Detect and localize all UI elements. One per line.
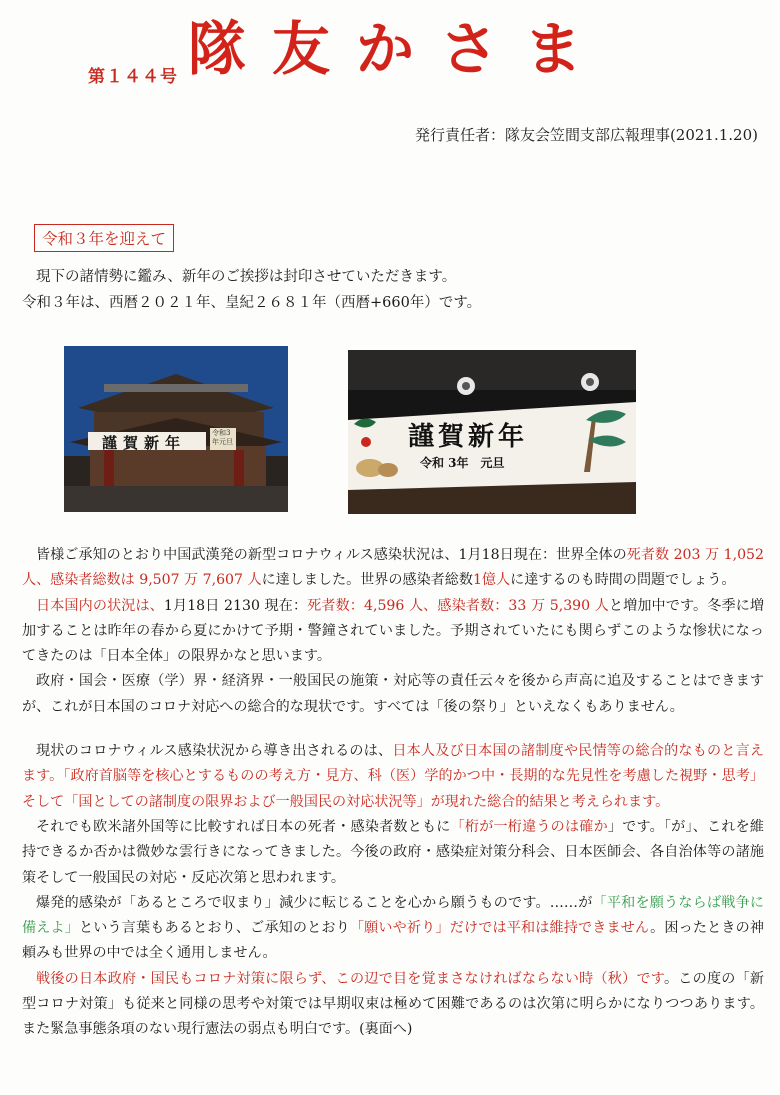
article-paragraph xyxy=(22,543,764,594)
temple-gate-photo xyxy=(64,346,288,512)
article-paragraph xyxy=(22,967,764,1043)
highlighted-text-red: 「願いや祈り」だけでは平和は維持できません xyxy=(349,920,651,937)
paragraph-text: に達するのも時間の問題でしょう。 xyxy=(510,572,736,589)
highlighted-text-red: 日本国内の状況は、 xyxy=(36,597,164,614)
gate-banner-text: 謹賀新年 xyxy=(102,434,187,452)
article-body xyxy=(22,543,764,1043)
intro-line: 令和３年は、西暦２０２１年、皇紀２６８１年（西暦+660年）です。 xyxy=(22,295,482,311)
paragraph-text: 。困ったときの神頼みも世界の中では全く通用しません。 xyxy=(22,920,765,962)
paragraph-text: 政府・国会・医療（学）界・経済界・一般国民の施策・対応等の責任云々を後から声高に追及することはできますが、これが日本国のコロナ対応への総合的な現状です。すべては「後の祭り」といえなくもありません。 xyxy=(22,673,764,715)
intro-line: 現下の諸情勢に鑑み、新年のご挨拶は封印させていただきます。 xyxy=(36,269,457,285)
paragraph-text: と増加中です。冬季に増加することは昨年の春から夏にかけて予期・警鐘されていました。予期されていたにも関らずこのような惨状になってきたのは「日本全体」の限界かなと思います。 xyxy=(22,597,764,665)
highlighted-text-red: 戦後の日本政府・国民もコロナ対策に限らず、この辺で目を覚まさなければならない時（秋）です xyxy=(36,970,664,987)
article-paragraph xyxy=(22,669,764,720)
newsletter-title: 隊友かさま xyxy=(188,15,609,83)
article-paragraph xyxy=(22,815,764,891)
article-paragraph xyxy=(22,891,764,967)
highlighted-text-red: 1億人 xyxy=(472,572,511,589)
issue-number: 第１４４号 xyxy=(88,67,178,87)
gate-sign-text: 令和3年元旦 xyxy=(212,429,233,446)
highlighted-text-red: 死者数 203 万 1,052 人、感染者総数は 9,507 万 7,607 人 xyxy=(22,547,764,589)
intro-text xyxy=(22,264,762,316)
article-paragraph xyxy=(22,594,764,670)
paragraph-text: それでも欧米諸外国等に比較すれば日本の死者・感染者数ともに xyxy=(36,818,451,835)
paragraph-text: 」です。「が」、これを維持できるか否かは微妙な雲行きになってきました。今後の政府・感染症対策分科会、日本医師会、各自治体等の諸施策そして一般国民の対応・反応次第と思われます。 xyxy=(22,818,765,886)
article-paragraph xyxy=(22,739,764,815)
publisher-line: 発行責任者：隊友会笠間支部広報理事(2021.1.20) xyxy=(414,126,758,144)
paragraph-text: に達しました。世界の感染者総数 xyxy=(261,572,473,589)
highlighted-text-red: 日本人及び日本国の諸制度や民情等の総合的なものと言えます。「政府首脳等を核心とするものの考え方・見方、科（医）学的かつ中・長期的な先見性を考慮した視野・思考」そして「国としての諸制度の限界および一般国民の対応状況等」が現れた総合的結果と考えられます。 xyxy=(22,743,765,810)
paragraph-text: という言葉もあるとおり、ご承知のとおり xyxy=(79,920,350,937)
highlighted-text-red: 死者数：4,596 人、感染者数：33 万 5,390 人 xyxy=(307,597,609,614)
temple-gate-illustration xyxy=(64,346,288,512)
section-heading: 令和３年を迎えて xyxy=(34,224,174,252)
paragraph-text: 。この度の「新型コロナ対策」も従来と同様の思考や対策では早期収束は極めて困難であるのは次第に明らかになりつつあります。また緊急事態条項のない現行憲法の弱点も明白です。(裏面へ) xyxy=(22,970,765,1038)
newsletter-header xyxy=(0,0,780,120)
banner-main-text: 謹賀新年 xyxy=(408,422,529,452)
paragraph-text: 現状のコロナウィルス感染状況から導き出されるのは、 xyxy=(36,743,393,760)
paragraph-text: 爆発的感染が「あるところで収まり」減少に転じることを心から願うものです。……が xyxy=(36,894,593,911)
highlighted-text-green: 「平和を願うならば戦争に備えよ」 xyxy=(22,894,764,937)
paragraph-text: 皆様ご承知のとおり中国武漢発の新型コロナウィルス感染状況は、1月18日現在：世界全体の xyxy=(36,547,627,563)
highlighted-text-red: 「桁が一桁違うのは確か xyxy=(450,818,608,835)
new-year-banner-photo xyxy=(348,350,636,514)
banner-sub-text: 令和 3年 元旦 xyxy=(420,456,505,470)
paragraph-text: 1月18日 2130 現在： xyxy=(163,597,308,614)
